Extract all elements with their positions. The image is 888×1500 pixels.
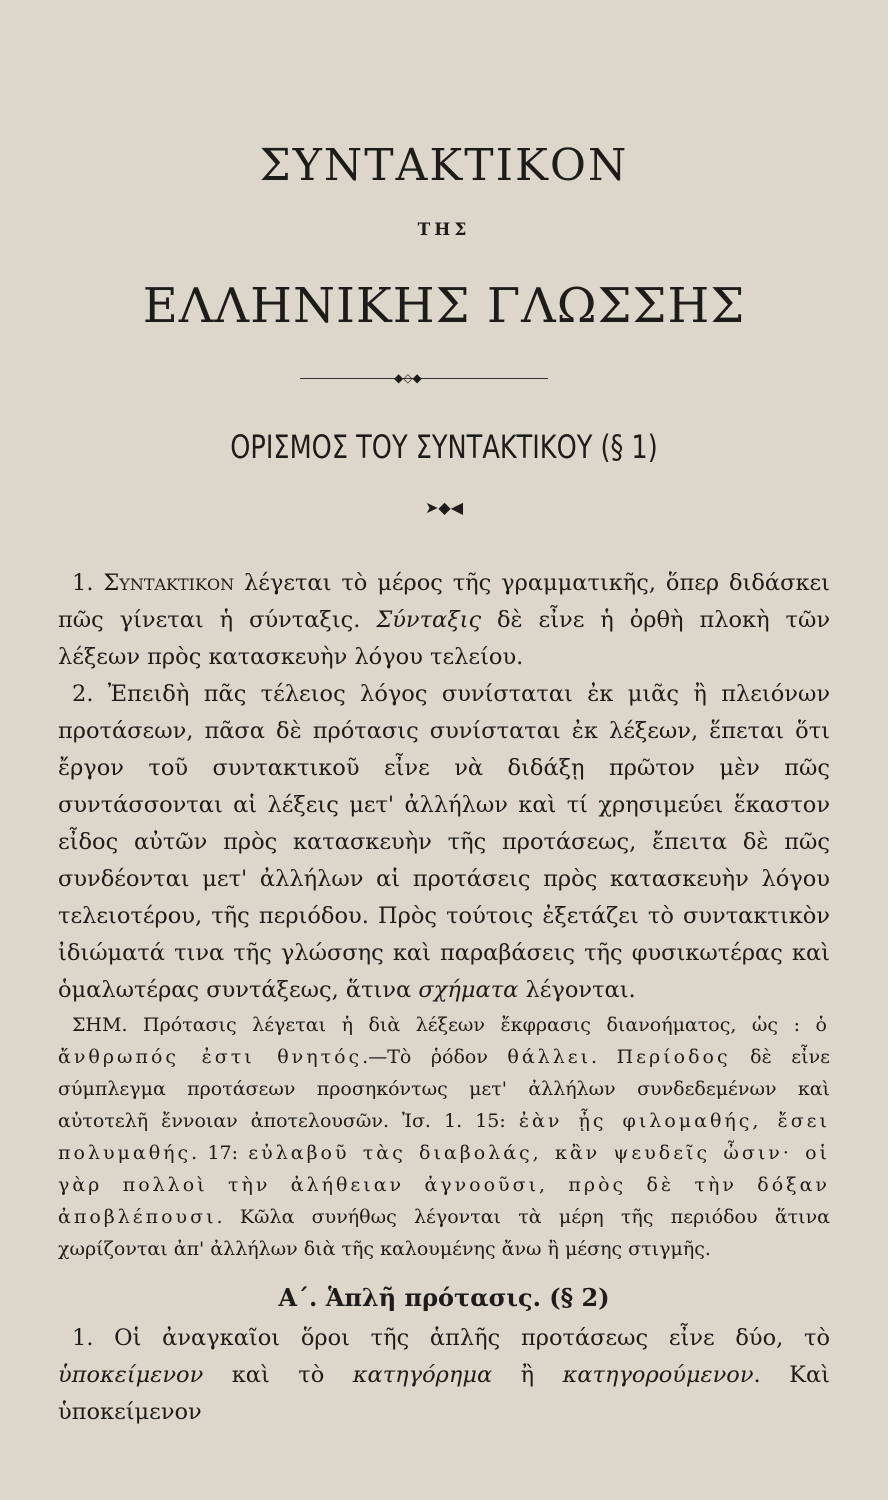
section-heading: ΟΡΙΣΜΟΣ ΤΟΥ ΣΥΝΤΑΚΤΙΚΟΥ (§ 1): [230, 428, 658, 466]
paragraph-text: Οἱ ἀναγκαῖοι ὅροι τῆς ἁπλῆς προτάσεως εἶνε δύο, τὸ: [93, 1325, 830, 1351]
paragraph-text: . Καὶ ὑποκείμενον: [58, 1362, 830, 1425]
italic-term: ὑποκείμενον: [58, 1362, 204, 1388]
example-text: θάλλει: [507, 1046, 592, 1068]
note-text: . Κῶλα συνήθως λέγονται τὰ μέρη τῆς περιόδου ἅτινα χωρίζονται ἀπ' ἀλλήλων διὰ τῆς καλουμένης ἄνω ἢ μέσης στιγμῆς.: [58, 1206, 830, 1260]
ornamental-rule: [300, 378, 548, 379]
section-ornament-icon: ➤◆◀: [424, 498, 463, 517]
paragraph-number: 1.: [72, 570, 94, 596]
subsection-heading: Α΄. Ἁπλῆ πρότασις. (§ 2): [278, 1283, 610, 1312]
rule-ornament-icon: ◆◇◆: [394, 371, 422, 385]
paragraph-text: λέγεται τὸ μέρος τῆς γραμματικῆς, ὅπερ διδάσκει πῶς γίνεται ἡ σύνταξις.: [58, 570, 831, 633]
lead-word: Συντακτικον: [103, 570, 235, 596]
title-connector: ΤΗΣ: [417, 220, 471, 240]
paragraph-text: δὲ εἶνε ἡ ὀρθὴ πλοκὴ τῶν λέξεων πρὸς κατασκευὴν λόγου τελείου.: [58, 607, 830, 670]
paragraph-text: λέγονται.: [518, 977, 636, 1003]
page-title: ΣΥΝΤΑΚΤΙΚΟΝ: [259, 140, 629, 191]
page-subtitle: ΕΛΛΗΝΙΚΗΣ ΓΛΩΣΣΗΣ: [142, 278, 746, 334]
note-text: .—Τὸ ῥόδον: [362, 1046, 508, 1068]
note-text: .: [591, 1046, 617, 1068]
note-text: . 17:: [191, 1142, 249, 1164]
note-paragraph: [58, 1009, 830, 1265]
paragraph-text: Ἐπειδὴ πᾶς τέλειος λόγος συνίσταται ἐκ μιᾶς ἢ πλειόνων προτάσεων, πᾶσα δὲ πρότασις συνίσταται ἐκ λέξεων, ἕπεται ὅτι ἔργον τοῦ συντακτικοῦ εἶνε νὰ διδάξῃ πρῶτον μὲν πῶς συντάσσονται αἱ λέξεις μετ' ἀλλήλων καὶ τί χρησιμεύει ἕκαστον εἶδος αὐτῶν πρὸς κατασκευὴν τῆς προτάσεως, ἔπειτα δὲ πῶς συνδέονται μετ' ἀλλήλων αἱ προτάσεις πρὸς κατασκευὴν λόγου τελειοτέρου, τῆς περιόδου. Πρὸς τούτοις ἐξετάζει τὸ συντακτικὸν ἰδιώματά τινα τῆς γλώσσης καὶ παραβάσεις τῆς φυσικωτέρας καὶ ὁμαλωτέρας συντάξεως, ἅτινα: [58, 681, 830, 1003]
italic-term: σχήματα: [418, 977, 519, 1003]
paragraph-text: ἢ: [492, 1362, 563, 1388]
paragraph-3: [58, 1320, 830, 1431]
paragraph-1: [58, 565, 830, 676]
note-label: ΣΗΜ.: [72, 1014, 128, 1036]
body-text: [58, 565, 830, 1431]
italic-term: κατηγορούμενον: [562, 1362, 754, 1388]
paragraph-number: 1.: [72, 1325, 94, 1351]
paragraph-text: καὶ τὸ: [203, 1362, 353, 1388]
italic-term: Σύνταξις: [376, 607, 482, 633]
note-text: δὲ εἶνε σύμπλεγμα προτάσεων προσηκόντως μετ' ἀλλήλων συνδεδεμένων καὶ αὐτοτελῆ ἔννοιαν ἀποτελουσῶν. Ἰσ. 1. 15:: [58, 1046, 830, 1132]
italic-term: κατηγόρημα: [352, 1362, 493, 1388]
example-text: ἐὰν ᾖς φιλομαθής, ἔσει πολυμαθής: [58, 1110, 830, 1164]
example-text: ὁ ἄνθρωπός ἐστι θνητός: [58, 1014, 830, 1068]
paragraph-number: 2.: [72, 681, 94, 707]
note-text: Πρότασις λέγεται ἡ διὰ λέξεων ἔκφρασις διανοήματος, ὡς :: [127, 1014, 816, 1036]
paragraph-2: [58, 676, 830, 1009]
example-text: εὐλαβοῦ τὰς διαβολάς, κἂν ψευδεῖς ὦσιν· οἱ γὰρ πολλοὶ τὴν ἀλήθειαν ἀγνοοῦσι, πρὸς δὲ τὴν δόξαν ἀποβλέπουσι: [58, 1142, 831, 1228]
example-text: Περίοδος: [616, 1046, 731, 1068]
